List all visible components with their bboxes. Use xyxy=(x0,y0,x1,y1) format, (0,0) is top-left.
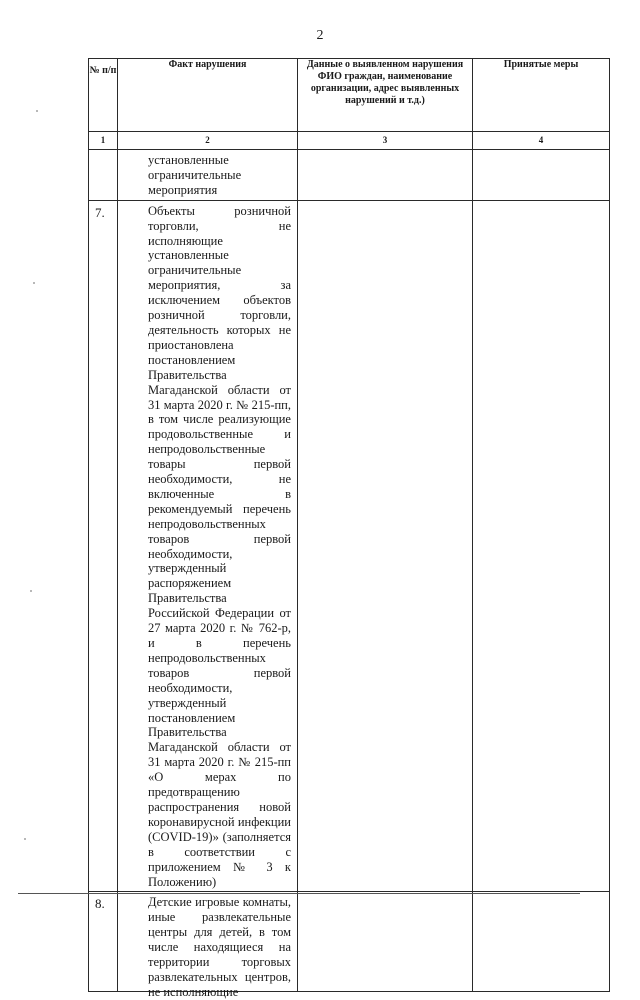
table-header-row xyxy=(89,59,610,132)
data-cell xyxy=(298,892,473,992)
scan-speck xyxy=(30,590,32,592)
measures-cell xyxy=(473,200,610,892)
data-cell xyxy=(298,200,473,892)
data-cell xyxy=(298,150,473,201)
header-fact: Факт нарушения xyxy=(118,59,298,132)
row-number-cell: 8. xyxy=(89,892,118,992)
column-index: 1 xyxy=(89,132,118,150)
scan-edge-line xyxy=(18,893,580,894)
fact-cell: установленные ограничительные мероприятия xyxy=(118,150,298,201)
header-data: Данные о выявленном нарушения ФИО граждан, наименование организации, адрес выявленных нарушений и т.д.) xyxy=(298,59,473,132)
row-number-cell xyxy=(89,150,118,201)
fact-cell: Объекты розничной торговли, не исполняющие установленные ограничительные мероприятия, за исключением объектов розничной торговли, деятельность которых не приостановлена постановлением Правительства Магаданской области от 31 марта 2020 г. № 215-пп, в том числе реализующие продовольственные и непродовольственные товары первой необходимости, не включенные в рекомендуемый перечень непродовольственных товаров первой необходимости, утвержденный распоряжением Правительства Российской Федерации от 27 марта 2020 г. № 762-р, и в перечень непродовольственных товаров первой необходимости, утвержденный постановлением Правительства Магаданской области от 31 марта 2020 г. № 215-пп «О мерах по предотвращению распространения новой коронавирусной инфекции (COVID-19)» (заполняется в соответствии с приложением № 3 к Положению) xyxy=(118,200,298,892)
column-index-row xyxy=(89,132,610,150)
violations-table xyxy=(88,58,610,999)
column-index: 4 xyxy=(473,132,610,150)
header-number: № п/п xyxy=(89,59,118,132)
measures-cell xyxy=(473,150,610,201)
header-measures: Принятые меры xyxy=(473,59,610,132)
row-number-cell: 7. xyxy=(89,200,118,892)
column-index: 3 xyxy=(298,132,473,150)
column-index: 2 xyxy=(118,132,298,150)
measures-cell xyxy=(473,892,610,992)
page-number: 2 xyxy=(316,28,324,43)
scan-speck xyxy=(33,282,35,284)
table-row xyxy=(89,892,610,992)
table-row xyxy=(89,200,610,892)
scan-speck xyxy=(24,838,26,840)
fact-cell: Детские игровые комнаты, иные развлекательные центры для детей, в том числе находящиеся на территории торговых развлекательных центров, не исполняющие xyxy=(118,892,298,992)
table-row xyxy=(89,150,610,201)
scan-speck xyxy=(36,110,38,112)
